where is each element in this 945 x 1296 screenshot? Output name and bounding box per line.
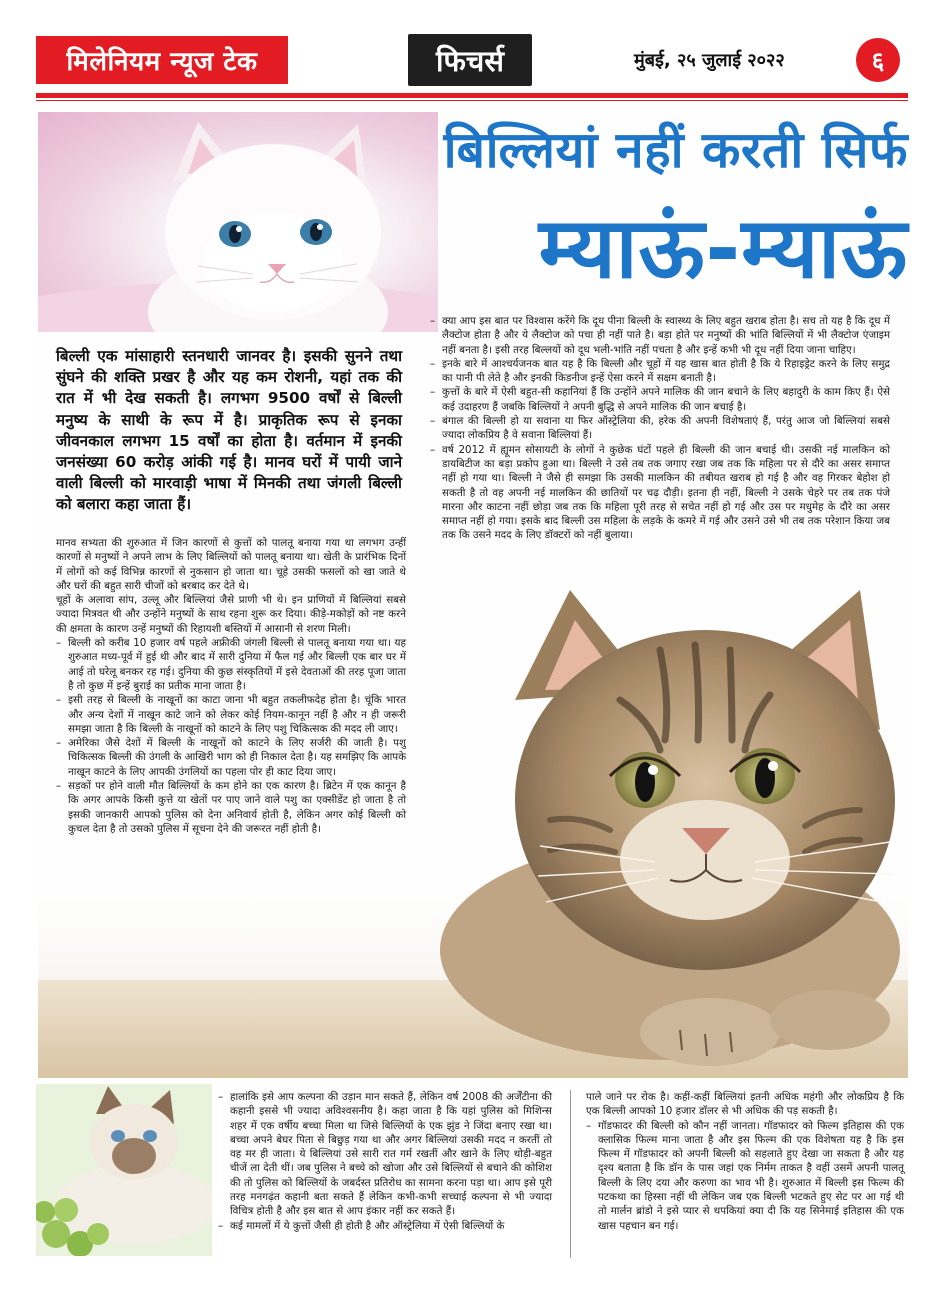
tabby-cat-photo bbox=[420, 590, 908, 1078]
bullet-item: – कुत्तों के बारे में ऐसी बहुत-सी कहानियां हैं कि उन्होंने अपने मालिक की जान बचाने के लिए बहादुरी के काम किए हैं। ऐसे कई उदाहरण हैं जबकि बिल्लियों ने अपनी बुद्धि से अपने मालिक की जान बचाई है। bbox=[430, 385, 890, 414]
bullet-item: – बंगाल की बिल्ली हो या सवाना या फिर ऑस्ट्रेलिया की, हरेक की अपनी विशेषताएं हैं, परंतु आज जो बिल्लियां सबसे ज्यादा लोकप्रिय है वे सवाना बिल्लियां हैं। bbox=[430, 414, 890, 443]
bullet-item: – अमेरिका जैसे देशों में बिल्ली के नाखूनों को काटने के लिए सर्जरी की जाती है। पशु चिकित्सक बिल्ली की उंगली के आखिरी भाग को ही निकाल देता है। यह समझिए कि आपके नाखून काटने के लिए आपकी उंगलियों का पहला पोर ही काट दिया जाए। bbox=[56, 736, 406, 779]
page-number: ६ bbox=[856, 38, 900, 82]
siamese-cat-illustration bbox=[36, 1084, 212, 1256]
header-rule-thin bbox=[36, 100, 908, 101]
tabby-cat-illustration bbox=[420, 590, 908, 1078]
bottom-column-2 bbox=[586, 1090, 904, 1233]
paragraph: पाले जाने पर रोक है। कहीं-कहीं बिल्लियां इतनी अधिक महंगी और लोकप्रिय है कि एक बिल्ली आपको 10 हजार डॉलर से भी अधिक की पड़ सकती है। bbox=[586, 1091, 904, 1118]
bullet-item: – कई मामलों में ये कुत्तों जैसी ही होती है और ऑस्ट्रेलिया में ऐसी बिल्लियों के bbox=[218, 1219, 552, 1233]
paragraph: चूहों के अलावा सांप, उल्लू और बिल्लियां जैसे प्राणी भी थे। इन प्राणियों में बिल्लियां सबसे ज्यादा मित्रवत थी और उन्होंने मनुष्यों के साथ रहना शुरू कर दिया। कीड़े-मकोड़ों को नष्ट करने की क्षमता के कारण उन्हें मनुष्यों की रिहायशी बस्तियों में आसानी से शरण मिली। bbox=[56, 594, 406, 635]
bullet-item: – वर्ष 2012 में ह्यूमन सोसायटी के लोगों ने कुछेक घंटों पहले ही बिल्ली की जान बचाई थी। उसकी नई मालकिन को डायबिटीज का बड़ा प्रकोप हुआ था। बिल्ली ने उसे तब तक जगाए रखा जब तक कि महिला पर से दौरे का असर समाप्त नहीं हो गया था। बिल्ली ने जैसे ही समझा कि उसकी मालकिन की तबीयत खराब हो गई है और वह गिरकर बेहोश हो सकती है तो वह अपनी नई मालकिन की छातियों पर चढ़ दौड़ी। इतना ही नहीं, बिल्ली ने उसके चेहरे पर तब तक पंजे मारना और काटना नहीं छोड़ा जब तक कि महिला पूरी तरह से सचेत नहीं हो गई और उस पर मधुमेह के दौरे का असर समाप्त नहीं हो गया। इसके बाद बिल्ली उस महिला के लड़के के कमरे में गई और उसने उसे भी तब तक परेशान किया जब तक कि उसने मदद के लिए डॉक्टरों को नहीं बुलाया। bbox=[430, 443, 890, 543]
bullet-item: – इनके बारे में आश्चर्यजनक बात यह है कि बिल्ली और चूहों में यह खास बात होती है कि ये रिहाइड्रेट करने के लिए समुद्र का पानी पी लेते है और इनकी किडनीज इन्हें ऐसा करने में सक्षम बनाती है। bbox=[430, 357, 890, 386]
bullet-item: – इसी तरह से बिल्ली के नाखूनों का काटा जाना भी बहुत तकलीफदेह होता है। चूंकि भारत और अन्य देशों में नाखून काटे जाने को लेकर कोई नियम-कानून नहीं है और न ही जरूरी समझा जाता है कि बिल्ली के नाखूनों को काटने के लिए पशु चिकित्सक की मदद ली जाए। bbox=[56, 693, 406, 736]
article-intro: बिल्ली एक मांसाहारी स्तनधारी जानवर है। इसकी सुनने तथा सुंघने की शक्ति प्रखर है और यह कम रोशनी, यहां तक की रात में भी देख सकती है। लगभग 9500 वर्षों से बिल्ली मनुष्य के साथी के रूप में है। प्राकृतिक रूप से इनका जीवनकाल लगभग 15 वर्षों का होता है। वर्तमान में इनकी जनसंख्या 60 करोड़ आंकी गई है। मानव घरों में पायी जाने वाली बिल्ली को मारवाड़ी भाषा में मिनकी तथा जंगली बिल्ली को बलारा कहा जाता हैं। bbox=[56, 347, 402, 514]
column-divider bbox=[570, 1090, 571, 1258]
section-title: फिचर्स bbox=[408, 34, 532, 86]
right-column bbox=[430, 314, 890, 543]
issue-date: मुंबई, २५ जुलाई २०२२ bbox=[634, 50, 785, 71]
headline-line-1: बिल्लियां नहीं करती सिर्फ bbox=[443, 121, 908, 179]
publication-name: मिलेनियम न्यूज टेक bbox=[36, 36, 288, 84]
bullet-item: – गॉडफादर की बिल्ली को कौन नहीं जानता। गॉडफादर को फिल्म इतिहास की एक क्लासिक फिल्म माना जाता है और इस फिल्म की एक विशेषता यह है कि इस फिल्म में गॉडफादर को अपनी बिल्ली को सहलाते हुए देखा जा सकता है और यह दृश्य बताता है कि डॉन के पास जहां एक निर्मम ताकत है वहीं उसमें अपनी पालतू बिल्ली के लिए दया और करुणा का भाव भी है। शुरुआत में बिल्ली इस फिल्म की पटकथा का हिस्सा नहीं थी लेकिन जब एक बिल्ली भटकते हुए सेट पर आ गई थी तो मार्लन ब्रांडो ने इसे प्यार से थपकियां क्या दी कि यह सिनेमाई इतिहास की एक खास पहचान बन गई। bbox=[586, 1119, 904, 1233]
bullet-item: – बिल्ली को करीब 10 हजार वर्ष पहले अफ्रीकी जंगली बिल्ली से पालतू बनाया गया था। यह शुरुआत मध्य-पूर्व में हुई थी और बाद में सारी दुनिया में फैल गई और बिल्ली एक बार घर में आई तो घरेलू बनकर रह गई। दुनिया की कुछ संस्कृतियों में इसे देवताओं की तरह पूजा जाता है तो कुछ में इन्हें बुराई का प्रतीक माना जाता है। bbox=[56, 636, 406, 693]
header-rule bbox=[36, 93, 908, 98]
bullet-item: – क्या आप इस बात पर विश्वास करेंगे कि दूध पीना बिल्ली के स्वास्थ्य के लिए बहुत खराब होता है। सच तो यह है कि दूध में लैक्टोज होता है और ये लैक्टोज को पचा ही नहीं पाते है। बड़ा होते पर मनुष्यों की भांति बिल्लियों में भी लैक्टोज एंजाइम नहीं बनता है। इसी तरह बिल्लयों को दूध भली-भांति नहीं पचता है और इन्हें कभी भी दूध नहीं दिया जाना चाहिए। bbox=[430, 314, 890, 357]
paragraph: मानव सभ्यता की शुरुआत में जिन कारणों से कुत्तों को पालतू बनाया गया था लगभग उन्हीं कारणों से मनुष्यों ने अपने लाभ के लिए बिल्लियों को पालतू बनाया था। खेती के प्रारंभिक दिनों में लोगों को कई विभिन्न कारणों से नुकसान हो जाता था। चूहे उसकी फसलों को खा जाते थे और घरों की बहुत सारी चीजों को बरबाद कर देते थे। bbox=[56, 537, 406, 592]
siamese-cat-photo bbox=[36, 1084, 212, 1256]
headline-line-2: म्याऊं-म्याऊं bbox=[538, 199, 908, 297]
bullet-item: – सड़कों पर होने वाली मौत बिल्लियों के कम होने का एक कारण है। ब्रिटेन में एक कानून है कि अगर आपके किसी कुत्ते या खेतों पर पाए जाने वाले पशु का एक्सीडेंट हो जाता है तो इसकी जानकारी आपको पुलिस को देना अनिवार्य होती है, लेकिन अगर कोई बिल्ली को कुचल देता है तो उसको पुलिस में सूचना देने की जरूरत नहीं होती है। bbox=[56, 779, 406, 836]
bullet-item: – हालांकि इसे आप कल्पना की उड़ान मान सकते हैं, लेकिन वर्ष 2008 की अर्जेंटीना की कहानी इससे भी ज्यादा अविश्वसनीय है। कहा जाता है कि यहां पुलिस को मिशिन्स शहर में एक वर्षीय बच्चा मिला था जिसे बिल्लियों के एक झुंड ने जिंदा बनाए रखा था। बच्चा अपने बेघर पिता से बिछुड़ गया था और अगर बिल्लियां उसकी मदद न करतीं तो वह मर ही जाता। ये बिल्लियां उसे सारी रात गर्म रखतीं और खाने के लिए थोड़ी-बहुत चीजें ला देती थीं। जब पुलिस ने बच्चे को खोजा और उसे बिल्लियों से बचाने की कोशिश की तो पुलिस को बिल्लियों के जबर्दस्त प्रतिरोध का सामना करना पड़ा था। आप इसे पूरी तरह मनगढ़ंत कहानी बता सकते हैं लेकिन कभी-कभी सच्चाई कल्पना से भी ज्यादा विचित्र होती है और इस बात से आप इंकार नहीं कर सकते हैं। bbox=[218, 1090, 552, 1219]
bottom-column-1 bbox=[218, 1090, 552, 1233]
left-column bbox=[56, 536, 406, 836]
